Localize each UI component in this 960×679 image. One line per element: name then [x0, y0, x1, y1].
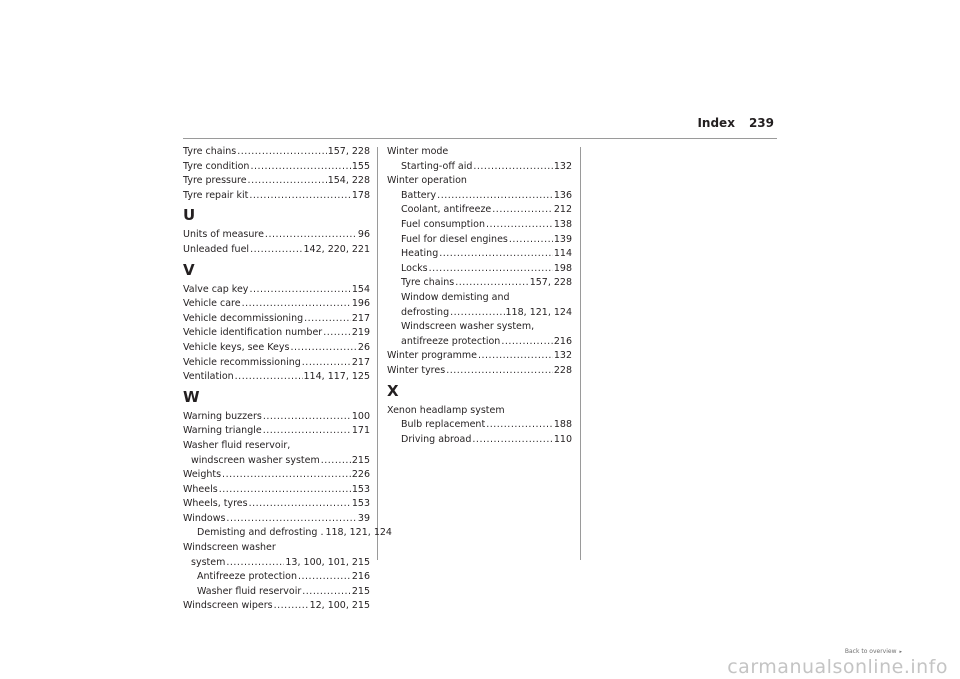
index-column-1	[183, 145, 392, 614]
index-entry[interactable]: Ventilation ..... 114, 117, 125	[183, 370, 370, 385]
index-entry-heading: Windscreen washer	[183, 542, 276, 554]
index-entry[interactable]: Unleaded fuel ..... 142, 220, 221	[183, 243, 370, 258]
index-entry[interactable]: Units of measure ..... 96	[183, 228, 370, 243]
index-entry[interactable]: Warning buzzers ..... 100	[183, 410, 370, 425]
index-subentry[interactable]: defrosting ..... 118, 121, 124	[387, 306, 572, 321]
section-letter-u: U	[183, 206, 196, 225]
index-entry[interactable]: Wheels ..... 153	[183, 483, 370, 498]
section-letter-v: V	[183, 260, 195, 279]
index-entry[interactable]: Tyre pressure ..... 154, 228	[183, 174, 370, 189]
index-entry[interactable]: Valve cap key ..... 154	[183, 283, 370, 298]
header-rule	[183, 138, 777, 139]
index-entry[interactable]: Vehicle keys, see Keys ..... 26	[183, 341, 370, 356]
index-entry[interactable]: Vehicle decommissioning ..... 217	[183, 312, 370, 327]
index-subentry[interactable]: Starting-off aid ..... 132	[387, 160, 572, 175]
section-letter-w: W	[183, 387, 200, 406]
index-entry[interactable]: Windows ..... 39	[183, 512, 370, 527]
index-entry[interactable]: windscreen washer system ..... 215	[183, 454, 370, 469]
index-subentry[interactable]: Bulb replacement ..... 188	[387, 418, 572, 433]
index-entry-heading: Washer fluid reservoir,	[183, 439, 291, 451]
index-subentry[interactable]: Battery ..... 136	[387, 189, 572, 204]
index-entry[interactable]: Vehicle recommissioning ..... 217	[183, 356, 370, 371]
index-subentry-heading: Windscreen washer system,	[401, 321, 535, 333]
index-subentry[interactable]: Antifreeze protection ..... 216	[183, 570, 370, 585]
index-entry-heading: Winter operation	[387, 175, 467, 187]
index-subentry[interactable]: Locks ..... 198	[387, 262, 572, 277]
index-entry[interactable]: Wheels, tyres ..... 153	[183, 497, 370, 512]
index-entry[interactable]: Tyre chains ..... 157, 228	[183, 145, 370, 160]
index-subentry[interactable]: Demisting and defrosting . 118, 121, 124	[197, 527, 392, 539]
index-subentry[interactable]: Heating ..... 114	[387, 247, 572, 262]
index-subentry[interactable]: antifreeze protection ..... 216	[387, 335, 572, 350]
index-entry[interactable]: Tyre repair kit ..... 178	[183, 189, 370, 204]
column-divider	[580, 147, 581, 560]
index-entry[interactable]: Vehicle care ..... 196	[183, 297, 370, 312]
index-subentry[interactable]: Coolant, antifreeze ..... 212	[387, 203, 572, 218]
index-entry[interactable]: Windscreen wipers ..... 12, 100, 215	[183, 599, 370, 614]
index-subentry[interactable]: Tyre chains ..... 157, 228	[387, 276, 572, 291]
index-entry-heading: Winter mode	[387, 146, 449, 157]
index-entry[interactable]: Warning triangle ..... 171	[183, 424, 370, 439]
index-column-2	[387, 145, 572, 447]
index-subentry[interactable]: Fuel consumption ..... 138	[387, 218, 572, 233]
arrow-right-icon: ▸	[899, 649, 902, 655]
page-number: 239	[748, 116, 774, 130]
column-divider	[377, 147, 378, 560]
watermark: carmanualsonline.info	[727, 656, 948, 678]
index-entry[interactable]: Winter programme ..... 132	[387, 349, 572, 364]
index-subentry[interactable]: Driving abroad ..... 110	[387, 433, 572, 448]
section-letter-x: X	[387, 381, 399, 400]
index-subentry-heading: Window demisting and	[401, 291, 510, 303]
header-title: Index	[697, 116, 735, 130]
back-to-overview-link[interactable]: Back to overview ▸	[844, 648, 902, 655]
page-header	[697, 116, 774, 130]
index-subentry[interactable]: Washer fluid reservoir ..... 215	[183, 585, 370, 600]
index-entry[interactable]: Tyre condition ..... 155	[183, 160, 370, 175]
index-entry[interactable]: Winter tyres ..... 228	[387, 364, 572, 379]
index-entry[interactable]: Vehicle identification number ..... 219	[183, 326, 370, 341]
index-entry[interactable]: Weights ..... 226	[183, 468, 370, 483]
index-subentry[interactable]: Fuel for diesel engines ..... 139	[387, 233, 572, 248]
index-entry-heading: Xenon headlamp system	[387, 404, 505, 416]
index-entry[interactable]: system ..... 13, 100, 101, 215	[183, 556, 370, 571]
